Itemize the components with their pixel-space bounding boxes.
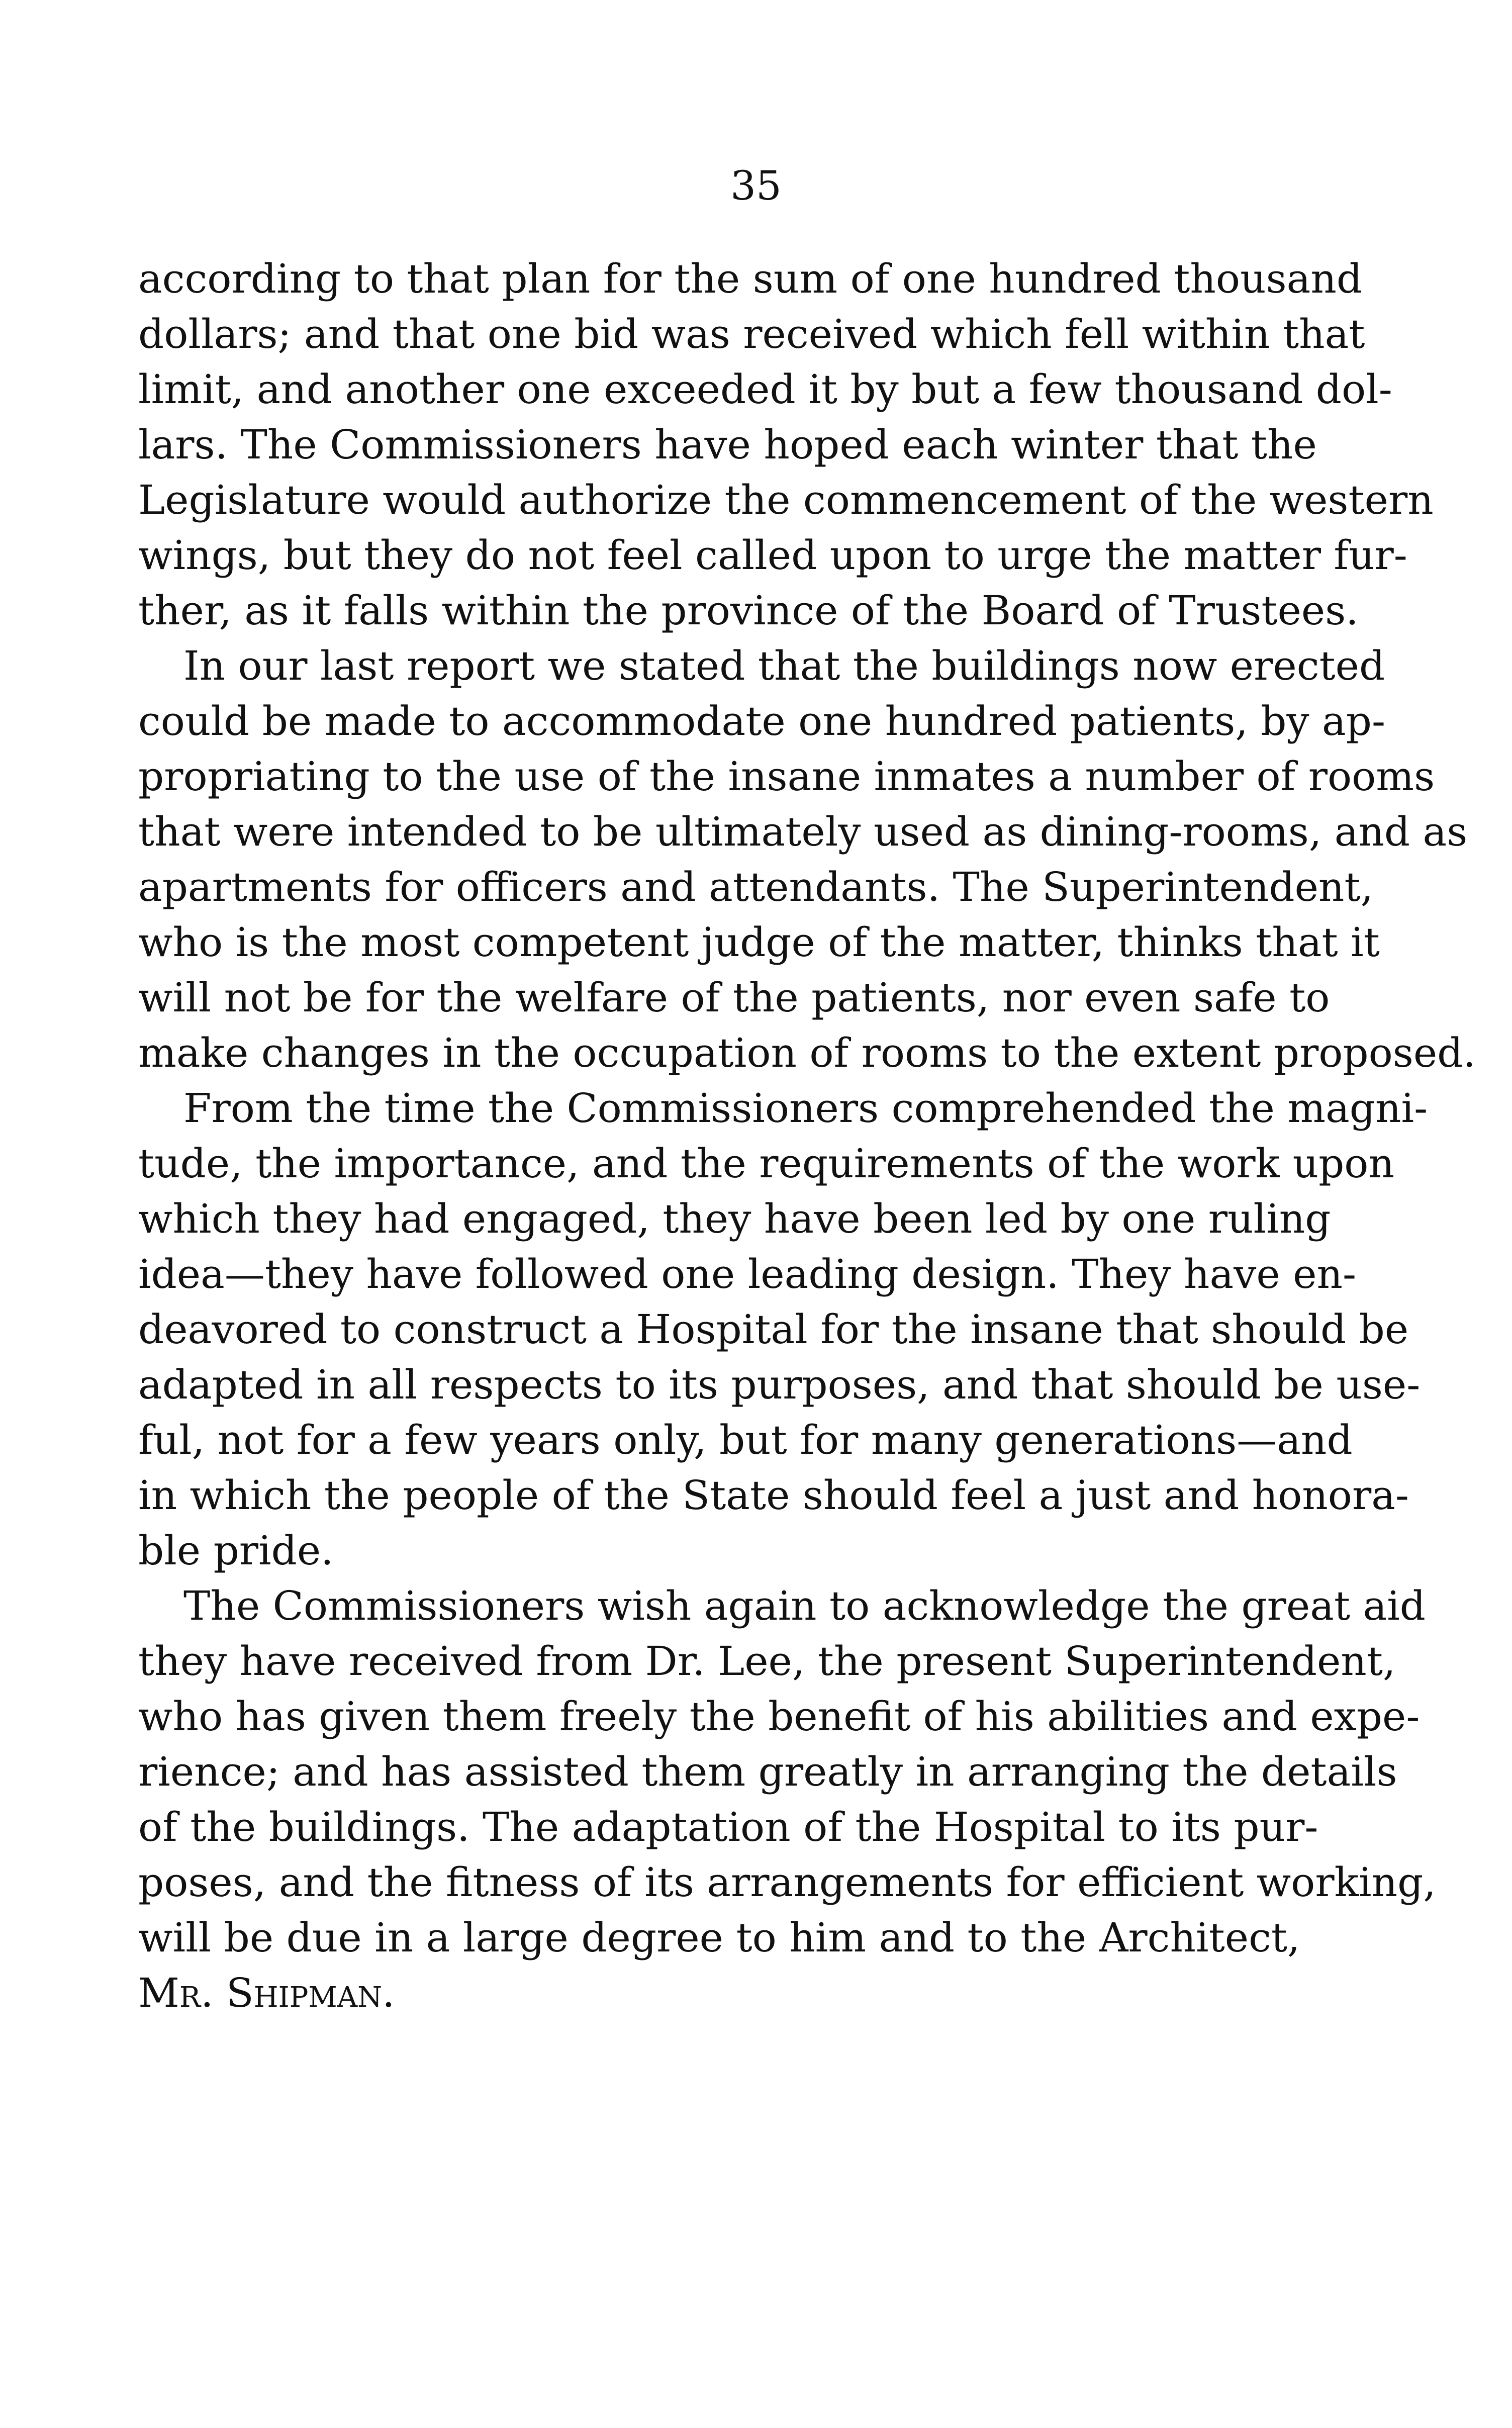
text-line: limit, and another one exceeded it by but a few thousand dol- (138, 366, 1392, 413)
text-line: lars. The Commissioners have hoped each winter that the (138, 421, 1317, 468)
text-line: who has given them freely the benefit of his abilities and expe- (138, 1693, 1420, 1740)
text-line: will be due in a large degree to him and to the Architect, (138, 1914, 1300, 1961)
paragraph-4 (138, 1578, 1436, 2021)
text-line: wings, but they do not feel called upon to urge the matter fur- (138, 532, 1407, 579)
text-line: deavored to construct a Hospital for the insane that should be (138, 1306, 1409, 1353)
text-line: they have received from Dr. Lee, the present Superintendent, (138, 1638, 1396, 1685)
text-line: which they had engaged, they have been led by one ruling (138, 1195, 1331, 1242)
body-text (138, 251, 1476, 2021)
text-line: apartments for officers and attendants. The Superintendent, (138, 864, 1374, 910)
text-line: tude, the importance, and the requirements of the work upon (138, 1140, 1394, 1187)
text-line: will not be for the welfare of the patients, nor even safe to (138, 974, 1330, 1021)
text-line: From the time the Commissioners comprehended the magni- (183, 1085, 1428, 1132)
text-line: rience; and has assisted them greatly in arranging the details (138, 1748, 1397, 1795)
text-line: ther, as it falls within the province of the Board of Trustees. (138, 587, 1359, 634)
text-line: The Commissioners wish again to acknowledge the great aid (183, 1582, 1426, 1629)
text-line: according to that plan for the sum of one hundred thousand (138, 255, 1363, 302)
paragraph-3 (138, 1081, 1428, 1578)
paragraph-1 (138, 251, 1434, 638)
text-line: dollars; and that one bid was received which fell within that (138, 311, 1365, 357)
page-number: 35 (730, 162, 782, 209)
text-line: make changes in the occupation of rooms to the extent proposed. (138, 1030, 1476, 1076)
text-line: poses, and the fitness of its arrangements for efficient working, (138, 1859, 1436, 1906)
text-line: ble pride. (138, 1527, 334, 1574)
paragraph-2 (138, 638, 1476, 1081)
text-line: of the buildings. The adaptation of the Hospital to its pur- (138, 1804, 1318, 1850)
text-line: Mr. Shipman. (138, 1970, 395, 2016)
text-line: who is the most competent judge of the matter, thinks that it (138, 919, 1380, 966)
text-line: ful, not for a few years only, but for many generations—and (138, 1417, 1353, 1463)
text-line: could be made to accommodate one hundred patients, by ap- (138, 698, 1385, 744)
text-line: idea—they have followed one leading design. They have en- (138, 1251, 1357, 1297)
text-line: Legislature would authorize the commencement of the western (138, 477, 1434, 523)
text-line: propriating to the use of the insane inmates a number of rooms (138, 753, 1435, 800)
text-line: in which the people of the State should feel a just and honora- (138, 1472, 1409, 1519)
text-line: adapted in all respects to its purposes, and that should be use- (138, 1361, 1421, 1408)
text-line: In our last report we stated that the buildings now erected (183, 642, 1385, 689)
text-line: that were intended to be ultimately used as dining-rooms, and as (138, 808, 1468, 855)
